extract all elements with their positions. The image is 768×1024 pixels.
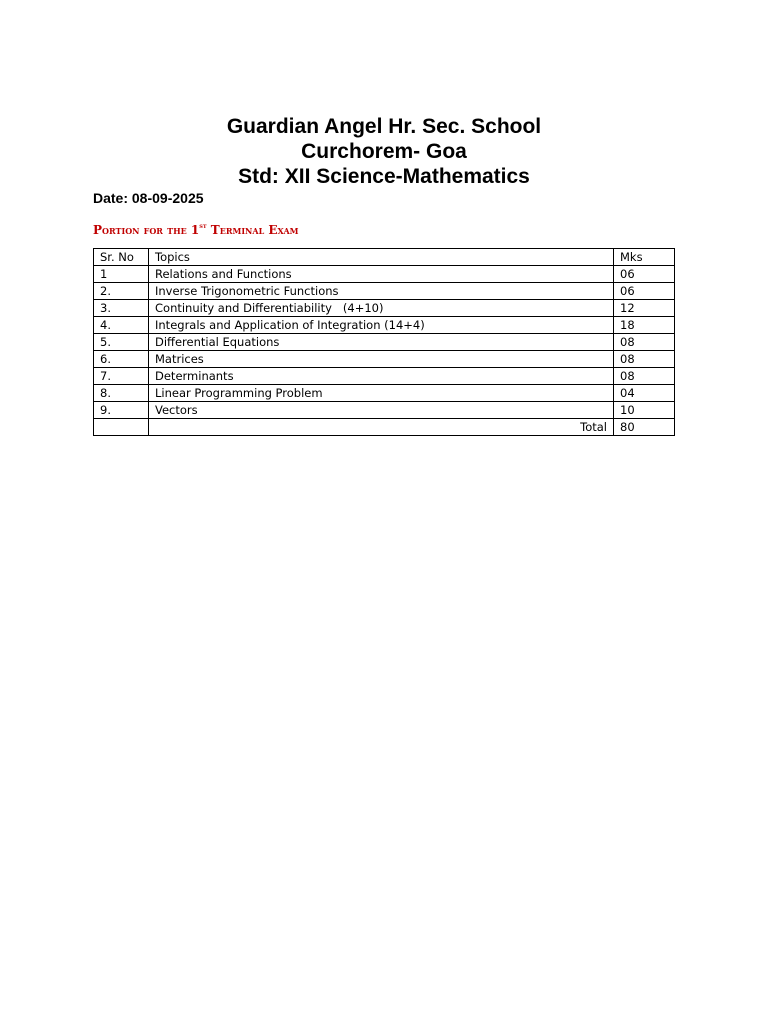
row-marks: 06 — [614, 266, 675, 283]
row-topic: Integrals and Application of Integration (14+4) — [149, 317, 614, 334]
row-topic: Relations and Functions — [149, 266, 614, 283]
table-row — [94, 266, 675, 283]
header-marks: Mks — [614, 249, 675, 266]
total-marks: 80 — [614, 419, 675, 436]
table-row — [94, 317, 675, 334]
school-location: Curchorem- Goa — [301, 140, 467, 163]
document-date: Date: 08-09-2025 — [93, 190, 204, 206]
row-sr-no: 3. — [94, 300, 149, 317]
row-topic: Inverse Trigonometric Functions — [149, 283, 614, 300]
row-marks: 06 — [614, 283, 675, 300]
row-sr-no: 7. — [94, 368, 149, 385]
portion-heading-superscript: st — [199, 221, 207, 230]
row-sr-no: 6. — [94, 351, 149, 368]
row-marks: 08 — [614, 334, 675, 351]
total-label: Total — [149, 419, 614, 436]
row-marks: 04 — [614, 385, 675, 402]
row-topic: Determinants — [149, 368, 614, 385]
row-topic: Vectors — [149, 402, 614, 419]
row-topic: Matrices — [149, 351, 614, 368]
row-topic: Linear Programming Problem — [149, 385, 614, 402]
row-marks: 08 — [614, 351, 675, 368]
portion-heading-suffix: Terminal Exam — [206, 223, 299, 237]
school-name: Guardian Angel Hr. Sec. School — [226, 115, 542, 138]
table-total-row — [94, 419, 675, 436]
row-topic: Differential Equations — [149, 334, 614, 351]
row-marks: 08 — [614, 368, 675, 385]
row-sr-no: 5. — [94, 334, 149, 351]
table-row — [94, 300, 675, 317]
row-topic: Continuity and Differentiability (4+10) — [149, 300, 614, 317]
table-row — [94, 334, 675, 351]
total-row-empty-cell — [94, 419, 149, 436]
table-row — [94, 283, 675, 300]
row-marks: 18 — [614, 317, 675, 334]
row-sr-no: 9. — [94, 402, 149, 419]
portion-table — [93, 248, 675, 436]
document-header — [0, 114, 768, 189]
row-sr-no: 8. — [94, 385, 149, 402]
portion-heading-prefix: Portion for the 1 — [93, 223, 200, 237]
header-topics: Topics — [149, 249, 614, 266]
class-standard: Std: XII Science-Mathematics — [238, 165, 530, 188]
header-sr-no: Sr. No — [94, 249, 149, 266]
table-row — [94, 385, 675, 402]
table-row — [94, 351, 675, 368]
row-sr-no: 1 — [94, 266, 149, 283]
row-sr-no: 4. — [94, 317, 149, 334]
row-marks: 12 — [614, 300, 675, 317]
row-marks: 10 — [614, 402, 675, 419]
table-row — [94, 402, 675, 419]
table-header-row — [94, 249, 675, 266]
table-row — [94, 368, 675, 385]
portion-heading — [93, 221, 299, 237]
row-sr-no: 2. — [94, 283, 149, 300]
